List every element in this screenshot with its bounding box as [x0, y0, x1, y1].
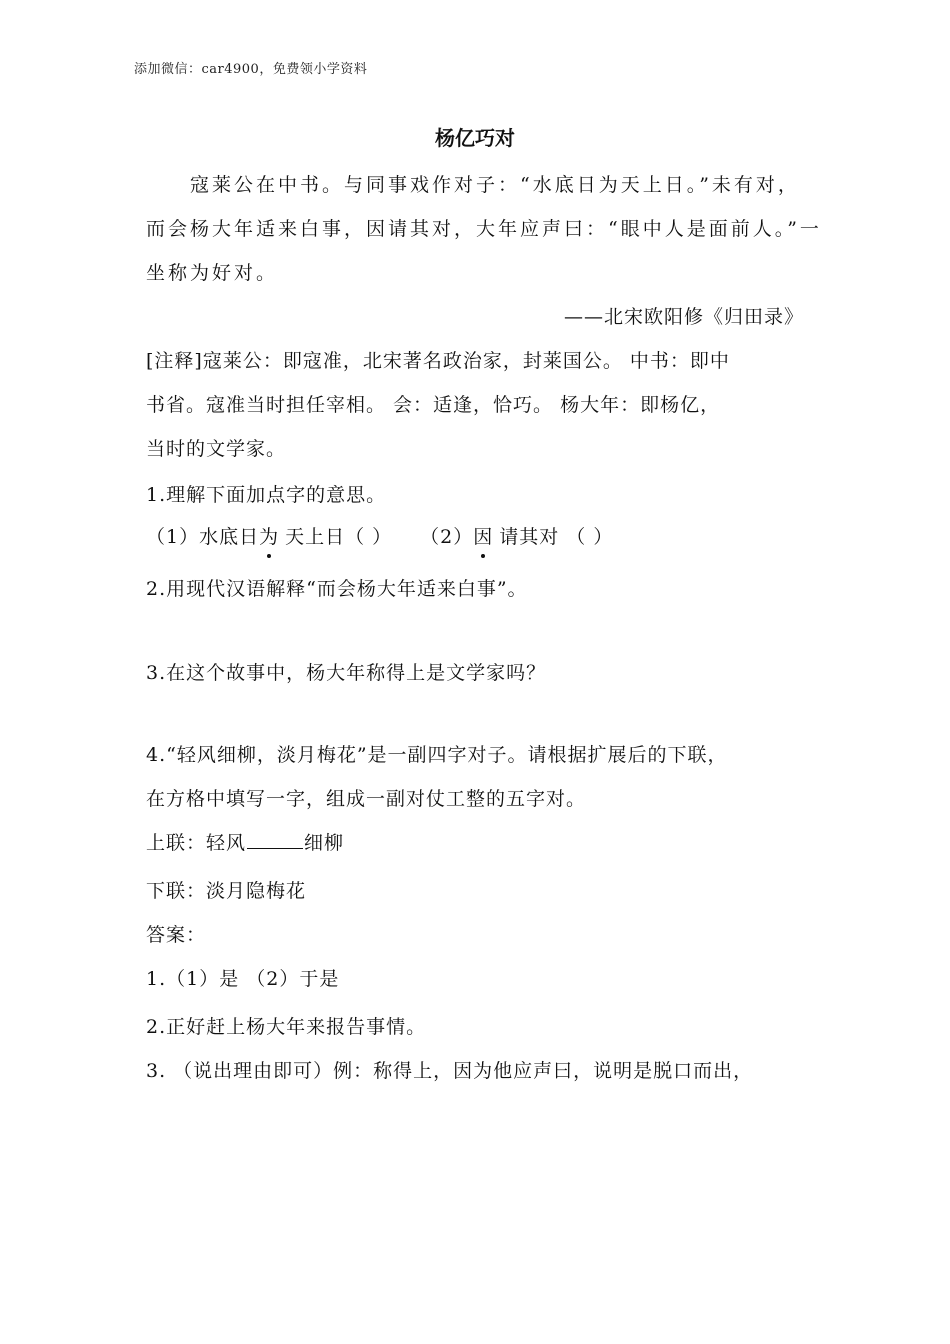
q1-item-a-suffix: 天上日（ ） — [285, 526, 393, 548]
passage-line-3: 坐称为好对。 — [146, 262, 279, 284]
answer-2: 2.正好赶上杨大年来报告事情。 — [146, 1016, 427, 1038]
q1-item-b-suffix: 请其对 （ ） — [499, 526, 614, 548]
answers-label: 答案： — [146, 924, 207, 946]
notes-line-2: 书省。寇准当时担任宰相。 会：适逢，恰巧。 杨大年：即杨亿， — [146, 394, 721, 416]
answer-3: 3. （说出理由即可）例：称得上，因为他应声曰，说明是脱口而出， — [146, 1060, 754, 1082]
upper-couplet-blank[interactable] — [247, 830, 303, 849]
passage-source: ——北宋欧阳修《归田录》 — [563, 306, 804, 328]
notes-line-1: [注释]寇莱公：即寇准，北宋著名政治家，封莱国公。 中书：即中 — [146, 350, 730, 372]
page-title: 杨亿巧对 — [435, 126, 515, 150]
upper-couplet-suffix: 细柳 — [304, 832, 345, 854]
passage-line-1: 寇莱公在中书。与同事戏作对子：“水底日为天上日。”未有对， — [190, 174, 800, 196]
upper-couplet-prefix: 上联：轻风 — [146, 832, 247, 854]
question-1: 1.理解下面加点字的意思。 — [146, 484, 387, 506]
q1-item-a-prefix: （1）水底日 — [146, 526, 260, 548]
passage-line-2: 而会杨大年适来白事，因请其对，大年应声曰：“眼中人是面前人。”一 — [146, 218, 822, 240]
notes-line-3: 当时的文学家。 — [146, 438, 287, 460]
q1-item-b-dotted-char: 因 — [473, 522, 493, 549]
q1-item-b-prefix: （2） — [420, 526, 474, 548]
upper-couplet — [146, 828, 344, 855]
q1-item-a-dotted-char: 为 — [259, 522, 279, 549]
lower-couplet: 下联：淡月隐梅花 — [146, 880, 307, 902]
question-2: 2.用现代汉语解释“而会杨大年适来白事”。 — [146, 578, 528, 600]
question-4-line-1: 4.“轻风细柳，淡月梅花”是一副四字对子。请根据扩展后的下联， — [146, 744, 728, 766]
question-4-line-2: 在方格中填写一字，组成一副对仗工整的五字对。 — [146, 788, 587, 810]
header-note: 添加微信：car4900，免费领小学资料 — [134, 62, 368, 77]
answer-1: 1.（1）是 （2）于是 — [146, 968, 340, 990]
question-3: 3.在这个故事中，杨大年称得上是文学家吗？ — [146, 662, 547, 684]
question-1-items — [146, 522, 613, 549]
